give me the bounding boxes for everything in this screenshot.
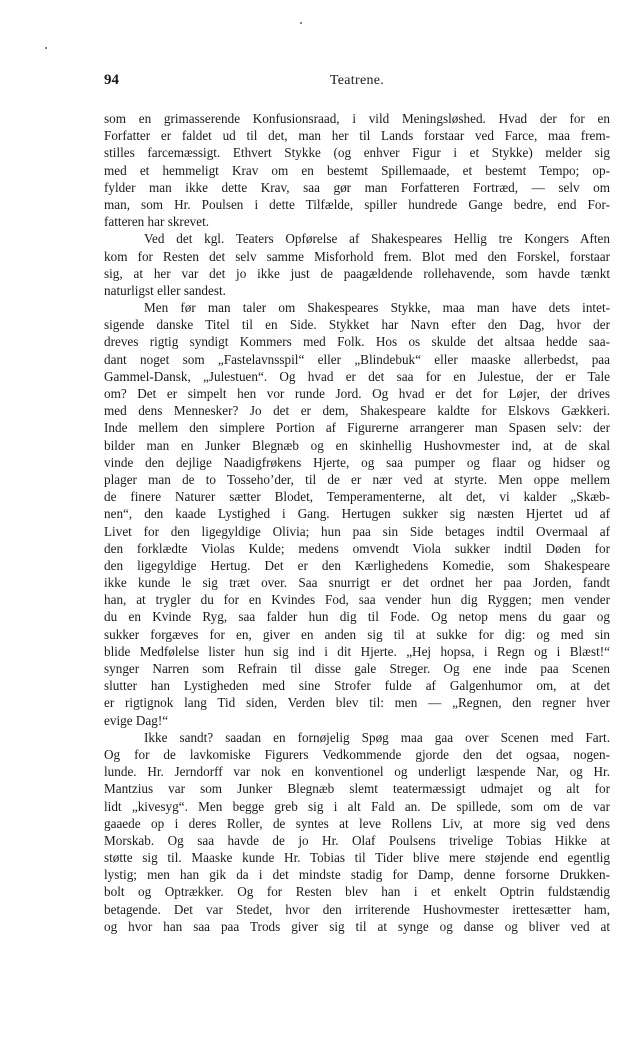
text-line: lidt „kivesyg“. Men begge greb sig i alt Fald an. De spillede, som om de var — [104, 798, 610, 814]
text-line: plager man de to Tosseho’der, til de er nær ved at styrte. Men oppe mellem — [104, 471, 610, 487]
text-line: evige Dag!“ — [104, 712, 169, 728]
text-line: og hvor han saa paa Trods giver sig til at synge og danse og bliver ved at — [104, 918, 610, 934]
text-line: du en Kvinde Ryg, saa falder hun dig til Fode. Og netop mens du gaar og — [104, 609, 610, 625]
text-line: Forfatter er faldet ud til det, man her til Lands forstaar ved Farce, maa frem- — [104, 128, 610, 144]
text-line: dant noget som „Fastelavnsspil“ eller „Blindebuk“ eller maaske allerbedst, paa — [104, 351, 610, 367]
text-line: støtte sig til. Maaske kunde Hr. Tobias til Tider blive mere støjende end egentlig — [104, 850, 610, 866]
text-line: sig, at her var det jo ikke just de paagældende rollehavende, som havde tænkt — [104, 265, 610, 281]
text-line: ikke kunde le sig træt over. Saa snurrigt er det ordnet her paa Jorden, fandt — [104, 575, 610, 591]
text-line: fylder man ikke dette Krav, saa gør man Forfatteren Fortræd, — selv om — [104, 179, 610, 195]
text-line: blide Medfølelse lister hun sig ind i dit Hjerte. „Hej hopsa, i Regn og i Blæst!“ — [104, 643, 610, 659]
text-line: vinde den dejlige Naadigfrøkens Hjerte, og saa pumper og flaar og hidser og — [104, 454, 610, 470]
text-line: nen“, den kaade Lystighed i Gang. Hertugen sukker sig næsten Hjertet ud af — [104, 506, 610, 522]
text-line: Gammel-Dansk, „Julestuen“. Og hvad er det saa for en Julestue, der er Tale — [104, 368, 610, 384]
text-line: naturligst eller sandest. — [104, 282, 226, 298]
text-line: som en grimasserende Konfusionsraad, i vild Meningsløshed. Hvad der for en — [104, 111, 610, 126]
text-line: sigende danske Titel til en Side. Stykket har Navn efter den Dag, hvor der — [104, 317, 610, 333]
text-line: Mantzius var som Junker Blegnæb slemt teatermæssigt udmajet og alt for — [104, 781, 610, 797]
text-line: fatteren har skrevet. — [104, 214, 210, 230]
text-line: Og for de lavkomiske Figurers Vedkommende gjorde den det ogsaa, nogen- — [104, 746, 610, 762]
text-line: Inde mellem den simplere Portion af Figurerne arrangerer man Spasen selv: der — [104, 420, 610, 436]
text-line: stilles farcemæssigt. Ethvert Stykke (og enhver Figur i et Stykke) melder sig — [104, 145, 610, 161]
text-line: bilder man en Junker Blegnæb og en skinhellig Hushovmester ind, at de skal — [104, 437, 610, 453]
body-text — [104, 110, 610, 935]
text-line: gaaede op i deres Roller, de syntes at leve Rollens Liv, at more sig ved dens — [104, 815, 610, 831]
text-line: Men før man taler om Shakespeares Stykke, maa man have dets intet- — [144, 300, 610, 316]
text-line: Ved det kgl. Teaters Opførelse af Shakespeares Hellig tre Kongers Aften — [144, 231, 610, 247]
text-line: Morskab. Og saa havde de jo Hr. Olaf Poulsens trivelige Tobias Hikke at — [104, 832, 610, 848]
text-line: med dens Mennesker? Jo det er dem, Shakespeare kaldte for Elskovs Gækkeri. — [104, 403, 610, 419]
text-line: man, som Hr. Poulsen i dette Tilfælde, spiller hundrede Gange bedre, end For- — [104, 196, 610, 212]
page-header — [104, 72, 610, 92]
paper-speck — [45, 47, 47, 49]
paper-speck — [300, 22, 302, 24]
text-line: Livet for den ligegyldige Olivia; hun paa sin Side betages indtil Overmaal af — [104, 523, 610, 539]
text-line: bolt og Optrækker. Og for Resten blev han i et enkelt Optrin fuldstændig — [104, 884, 610, 900]
text-line: om? Det er simpelt hen vor runde Jord. Og hvad er det for Løjer, der drives — [104, 386, 610, 401]
running-head: Teatrene. — [329, 73, 385, 88]
text-line: han, at trygler du for en Kvindes Fod, saa vender hun dig Ryggen; men vender — [104, 592, 610, 608]
text-line: den forklædte Violas Kulde; medens omvendt Viola sukker indtil Døden for — [104, 540, 610, 556]
text-line: betagende. Det var Stedet, hvor den irriterende Hushovmester irettesætter ham, — [104, 901, 610, 917]
text-line: dreves rigtig syndigt Kommers med Folk. Hos os skulde det altsaa hedde saa- — [104, 334, 610, 350]
text-line: lunde. Hr. Jerndorff var nok en konventionel og underligt læspende Nar, og Hr. — [104, 764, 610, 780]
text-line: synger Narren som Refrain til disse gale Streger. Og ene inde paa Scenen — [104, 661, 610, 676]
text-line: med et hemmeligt Krav om en bestemt Spillemaade, et bestemt Tempo; op- — [104, 162, 610, 178]
text-line: kom for Resten det selv samme Misforhold frem. Blot med den Forskel, forstaar — [104, 248, 610, 264]
text-line: de finere Naturer sætter Blodet, Temperamenterne, alt det, vi kalder „Skæb- — [104, 489, 610, 505]
text-line: er rigtignok lang Tid siden, Verden blev til: men — „Regnen, den regner hver — [104, 695, 610, 711]
text-line: lystig; men han gik da i det mindste stadig for Damp, denne forsorne Drukken- — [104, 867, 610, 883]
text-line: Ikke sandt? saadan en fornøjelig Spøg maa gaa over Scenen med Fart. — [144, 729, 610, 745]
text-line: den ligegyldige Hertug. Det er den Kærlighedens Komedie, som Shakespeare — [104, 557, 610, 573]
page-number: 94 — [104, 72, 119, 88]
text-line: sukker forgæves for en, giver en anden sig til at sukke for dig: og med sin — [104, 626, 610, 642]
text-line: slutter han Lystigheden med sine Strofer fulde af Galgenhumor om, at det — [104, 678, 610, 694]
